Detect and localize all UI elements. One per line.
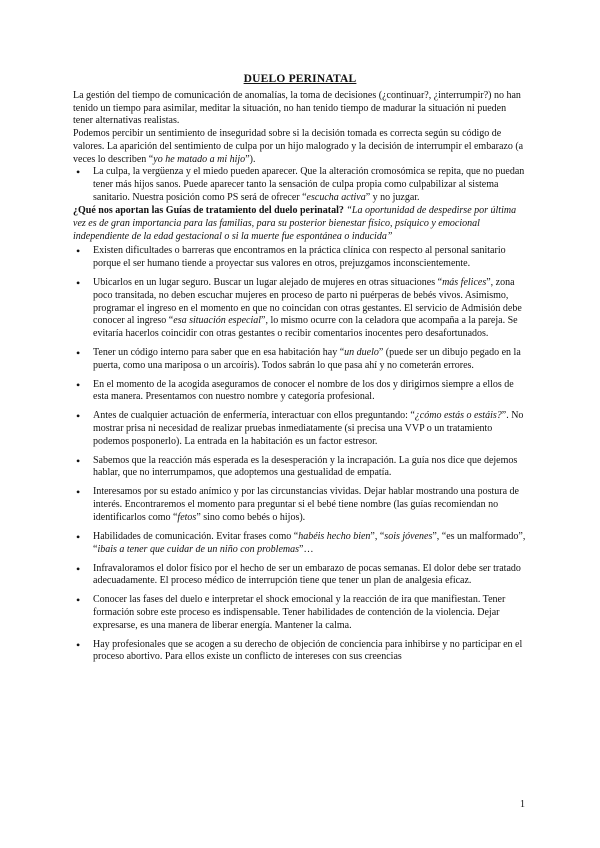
list-item: • Existen dificultades o barreras que encontramos en la práctica clínica con respecto al personal sanitario porque el ser humano tiende a proyectar sus valores en otros, prejuzgamos inconscientemente. bbox=[73, 245, 528, 270]
list-item: • Tener un código interno para saber que en esa habitación hay “un duelo” (puede ser un dibujo pegado en la puerta, como una mariposa o un arcoíris). Todos sabrán lo que pasa ahí y no cometerán errores. bbox=[73, 347, 528, 372]
page-number: 1 bbox=[520, 799, 525, 810]
list-item: • Antes de cualquier actuación de enfermería, interactuar con ellos preguntando: “¿cómo estás o estáis?”. No mostrar prisa ni necesidad de realizar pruebas inmediatamente (si precisa una VVP o un tratamiento podemos posponerlo). La entrada en la habitación es un factor estresor. bbox=[73, 410, 528, 448]
list-item: • Interesamos por su estado anímico y por las circunstancias vividas. Dejar hablar mostrando una postura de interés. Encontraremos el momento para preguntar si el bebé tiene nombre (las guías recomiendan no identificarlos como “fetos” sino como bebés o hijos). bbox=[73, 486, 528, 524]
list-item: • Hay profesionales que se acogen a su derecho de objeción de conciencia para inhibirse y no participar en el proceso abortivo. Para ellos existe un conflicto de intereses con sus creencias bbox=[73, 639, 528, 664]
guide-list bbox=[73, 245, 528, 664]
list-item: • Infravaloramos el dolor físico por el hecho de ser un embarazo de pocas semanas. El dolor debe ser tratado adecuadamente. El proceso médico de interrupción tiene que tener un plan de analgesia eficaz. bbox=[73, 563, 528, 588]
intro-paragraph-1: La gestión del tiempo de comunicación de anomalías, la toma de decisiones (¿continuar?, ¿interrumpir?) no han tenido un tiempo para asimilar, meditar la situación, no han tenido tiempo de madurar la situación ni pueden tener alternativas realistas. bbox=[73, 90, 521, 127]
list-item: • La culpa, la vergüenza y el miedo pueden aparecer. Que la alteración cromosómica se repita, que no puedan tener más hijos sanos. Puede aparecer tanto la sensación de culpa propia como culpabilizar al sistema sanitario. Nuestra posición como PS será de ofrecer “escucha activa” y no juzgar. bbox=[73, 166, 528, 204]
list-item: • Habilidades de comunicación. Evitar frases como “habéis hecho bien”, “sois jóvenes”, “es un malformado”, “ibais a tener que cuidar de un niño con problemas”… bbox=[73, 531, 528, 556]
document-body bbox=[73, 90, 528, 670]
list-item: • En el momento de la acogida aseguramos de conocer el nombre de los dos y dirigirnos siempre a ellos de esta manera. Presentamos con nuestro nombre y categoría profesional. bbox=[73, 379, 528, 404]
guide-question: ¿Qué nos aportan las Guías de tratamiento del duelo perinatal? “La oportunidad de despedirse por última vez es de gran importancia para las familias, para su posterior bienestar físico, psíquico y emocional independiente de la edad gestacional o si la muerte fue espontánea o inducida” bbox=[73, 205, 517, 242]
intro-paragraph-2: Podemos percibir un sentimiento de inseguridad sobre si la decisión tomada es correcta según su código de valores. La aparición del sentimiento de culpa por un hijo malogrado y la decisión de interrumpir el embarazo (a veces lo describen “yo he matado a mi hijo”). bbox=[73, 128, 524, 165]
page-title: DUELO PERINATAL bbox=[243, 73, 357, 85]
list-item: • Conocer las fases del duelo e interpretar el shock emocional y la reacción de ira que manifiestan. Tener formación sobre este proceso es indispensable. Tener habilidades de contención de la violencia. Dejar expresarse, es una manera de liberar energía. Mantener la calma. bbox=[73, 594, 528, 632]
culpa-list bbox=[73, 166, 528, 204]
list-item: • Sabemos que la reacción más esperada es la desesperación y la incrapación. La guía nos dice que dejemos hablar, que no interrumpamos, que adoptemos una gestualidad de empatía. bbox=[73, 455, 528, 480]
list-item: • Ubicarlos en un lugar seguro. Buscar un lugar alejado de mujeres en otras situaciones “más felices”, zona poco transitada, no deben escuchar mujeres en proceso de parto ni puérperas de bebés vivos. Asimismo, programar el ingreso en el momento en que no coincidan con otras gestantes. El servicio de Admisión debe conocer al ingreso “esa situación especial”, lo mismo ocurre con la celadora que acompaña a la pareja. Se evitaría hacerlos coincidir con otras gestantes o recibir comentarios inocentes pero desafortunados. bbox=[73, 277, 528, 341]
